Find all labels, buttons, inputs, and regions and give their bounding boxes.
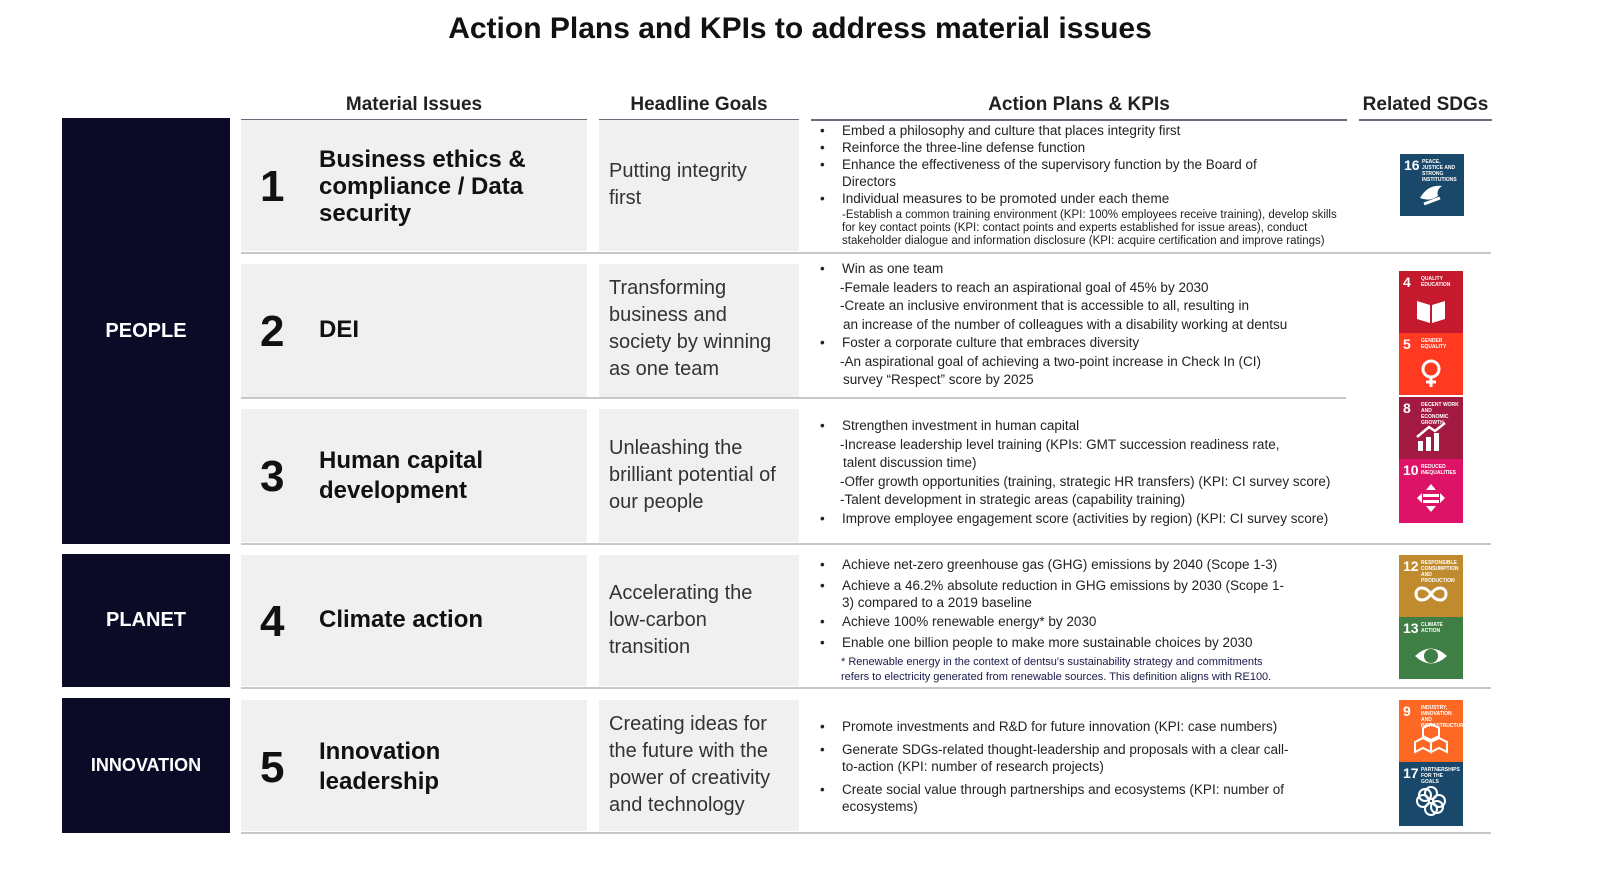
category-people: PEOPLE [62,118,230,544]
kpi-subitem: -Talent development in strategic areas (capability training) [840,492,1186,507]
kpi-item: • Strengthen investment in human capital [820,418,1080,433]
issue-title: Human capital development [319,447,484,504]
sdg-10-tile: 10 REDUCED INEQUALITIES [1399,459,1463,523]
row-divider [241,252,1491,254]
header-material-issues: Material Issues [241,94,587,121]
kpi-item-continued: Directors [842,174,897,189]
headline-goal: Unleashing the brilliant potential of our people [609,437,776,513]
kpi-subitem: -Create an inclusive environment that is accessible to all, resulting in [840,298,1249,313]
kpi-item: • Achieve net-zero greenhouse gas (GHG) emissions by 2040 (Scope 1-3) [820,557,1278,572]
sdg-4-tile: 4 QUALITY EDUCATION [1399,271,1463,333]
kpi-item: • Create social value through partnerships and ecosystems (KPI: number of [820,782,1284,797]
kpi-item: • Generate SDGs-related thought-leadership and proposals with a clear call- [820,742,1289,757]
kpi-item-continued: 3) compared to a 2019 baseline [842,595,1032,610]
category-innovation: INNOVATION [62,698,230,833]
kpi-item: • Enable one billion people to make more sustainable choices by 2030 [820,635,1253,650]
row-2-issue-bg [241,264,587,397]
kpi-subitem: -Establish a common training environment (KPI: 100% employees receive training), develop skills [842,209,1337,221]
row-divider [241,687,1491,689]
row-divider [241,397,1346,399]
category-planet: PLANET [62,554,230,687]
sdg-16-tile: 16 PEACE, JUSTICE AND STRONG INSTITUTIONS [1400,154,1464,216]
equality-icon [1413,481,1449,515]
row-divider [241,832,1491,834]
eye-globe-icon [1413,639,1449,673]
kpi-item: • Achieve a 46.2% absolute reduction in GHG emissions by 2030 (Scope 1- [820,578,1284,593]
sdg-8-tile: 8 DECENT WORK AND ECONOMIC GROWTH [1399,397,1463,459]
kpi-subitem: -Female leaders to reach an aspirational goal of 45% by 2030 [840,279,1209,295]
kpi-list [820,122,1360,248]
kpi-list [820,718,1340,815]
cubes-icon [1413,722,1449,756]
headline-goal: Creating ideas for the future with the power of creativity and technology [609,713,771,816]
kpi-subitem: an increase of the number of colleagues with a disability working at dentsu [843,316,1288,332]
issue-title: Innovation leadership [319,738,441,795]
issue-title: Business ethics & compliance / Data security [319,146,526,227]
sdg-5-tile: 5 GENDER EQUALITY [1399,333,1463,395]
kpi-list [820,417,1360,528]
kpi-item: • Foster a corporate culture that embraces diversity [820,335,1140,350]
kpi-subitem: -An aspirational goal of achieving a two-point increase in Check In (CI) [840,353,1261,369]
page-title: Action Plans and KPIs to address material issues [448,12,1152,45]
kpi-subitem: stakeholder dialogue and information disclosure (KPI: acquire certification and improve ratings) [842,235,1325,247]
kpi-item: • Achieve 100% renewable energy* by 2030 [820,614,1097,629]
flower-icon [1413,784,1449,818]
header-headline-goals: Headline Goals [599,94,799,121]
kpi-item: • Promote investments and R&D for future innovation (KPI: case numbers) [820,719,1278,734]
issue-number: 2 [260,307,285,356]
kpi-item: • Embed a philosophy and culture that places integrity first [820,123,1181,138]
sdg-17-tile: 17 PARTNERSHIPS FOR THE GOALS [1399,762,1463,826]
kpi-item: • Win as one team [820,261,944,276]
kpi-item: • Reinforce the three-line defense function [820,140,1086,155]
growth-chart-icon [1413,419,1449,453]
kpi-item: • Improve employee engagement score (activities by region) (KPI: CI survey score) [820,510,1329,526]
headline-goal: Putting integrity first [609,160,747,209]
headline-goal: Transforming business and society by winning as one team [609,277,772,380]
dove-icon [1414,176,1450,210]
issue-number: 3 [260,452,285,501]
kpi-item: • Individual measures to be promoted under each theme [820,191,1170,206]
gender-icon [1413,355,1449,389]
kpi-list [820,556,1340,685]
header-action-plans: Action Plans & KPIs [811,94,1347,121]
issue-number: 5 [260,743,285,792]
kpi-list [820,260,1350,390]
issue-title: DEI [319,316,360,343]
kpi-subitem: talent discussion time) [843,455,977,470]
kpi-footnote: refers to electricity generated from renewable sources. This definition aligns with RE100. [841,671,1272,683]
sdg-13-tile: 13 CLIMATE ACTION [1399,617,1463,679]
issue-title: Climate action [319,606,484,633]
sdg-12-tile: 12 RESPONSIBLE CONSUMPTION AND PRODUCTION [1399,555,1463,617]
kpi-subitem: for key contact points (KPI: contact points and experts established for issue areas), conduct [842,222,1308,234]
issue-number: 1 [260,162,285,211]
row-divider [241,543,1491,545]
infinity-icon [1413,577,1449,611]
kpi-item-continued: to-action (KPI: number of research projects) [842,759,1104,774]
kpi-item: • Enhance the effectiveness of the supervisory function by the Board of [820,157,1257,172]
kpi-subitem: survey “Respect” score by 2025 [843,372,1034,387]
header-related-sdgs: Related SDGs [1359,94,1492,121]
kpi-subitem: -Increase leadership level training (KPIs: GMT succession readiness rate, [840,436,1280,452]
kpi-item-continued: ecosystems) [842,799,918,814]
headline-goal: Accelerating the low-carbon transition [609,582,753,658]
kpi-footnote: * Renewable energy in the context of dentsu's sustainability strategy and commitments [841,656,1263,668]
issue-number: 4 [260,597,285,646]
sdg-9-tile: 9 INDUSTRY, INNOVATION AND INFRASTRUCTURE [1399,700,1463,762]
kpi-subitem: -Offer growth opportunities (training, strategic HR transfers) (KPI: CI survey score) [840,473,1331,489]
book-icon [1413,293,1449,327]
